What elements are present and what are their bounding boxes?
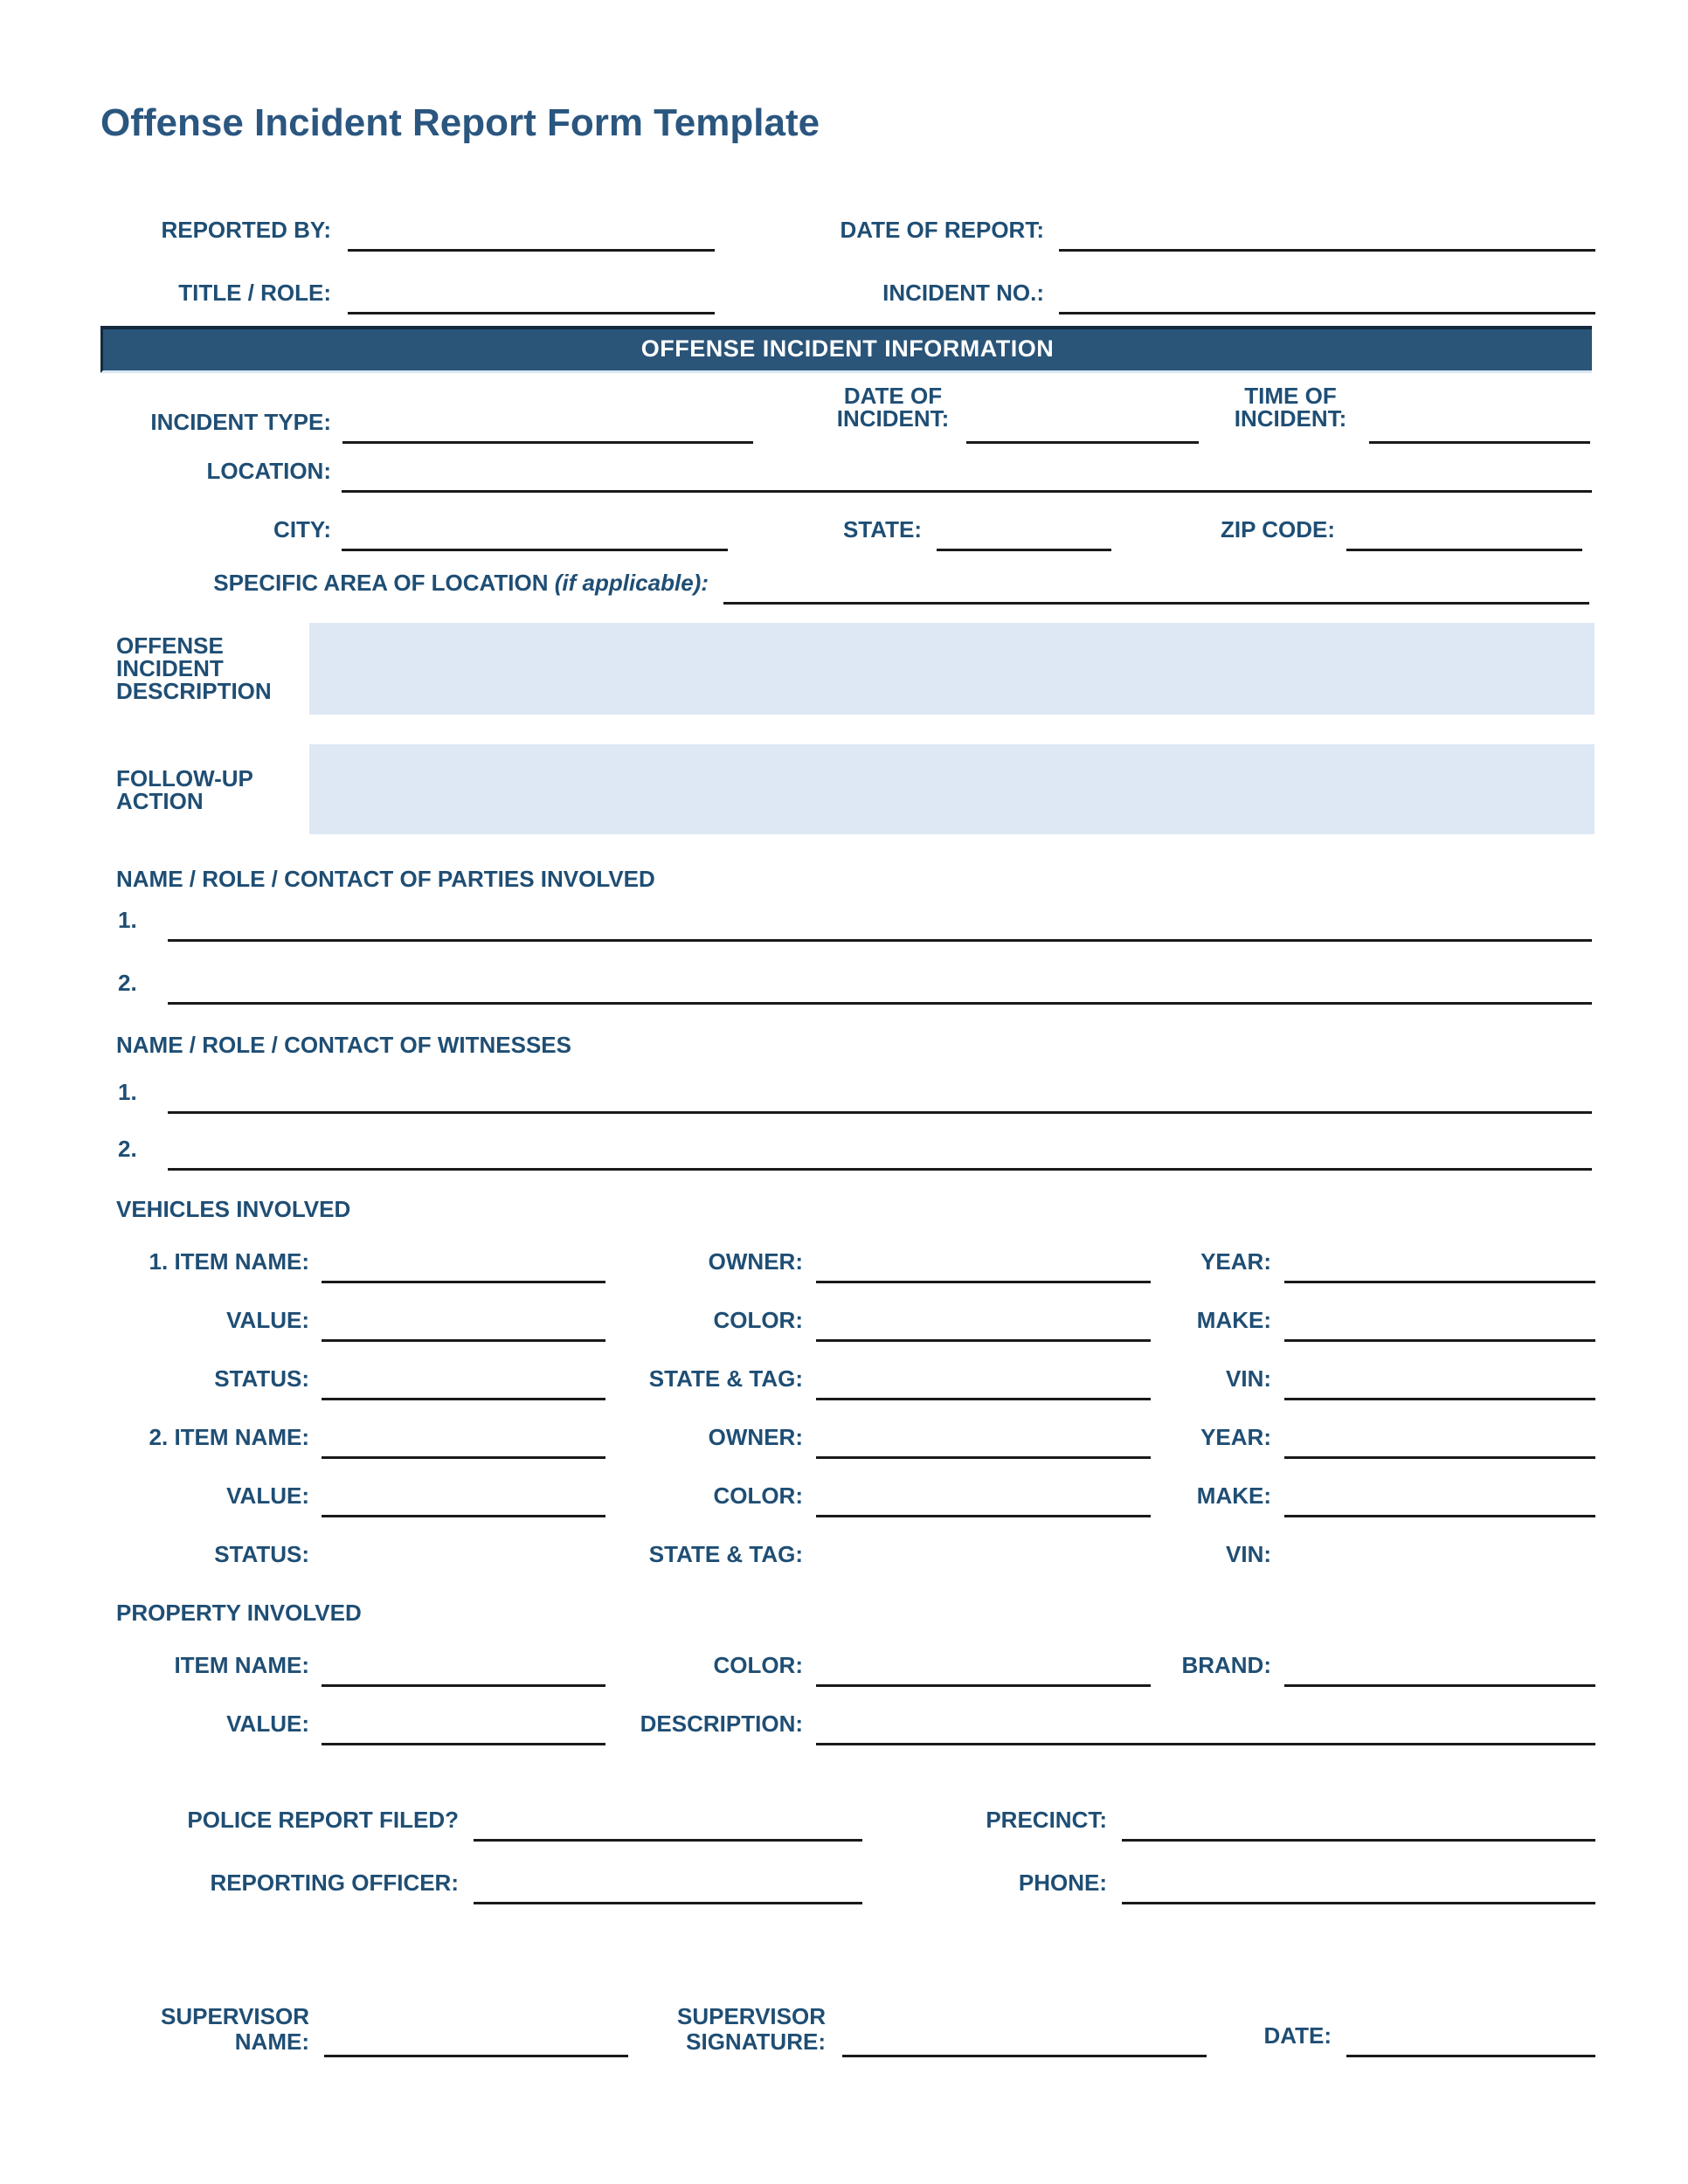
zip-code-label: ZIP CODE: — [1221, 516, 1335, 543]
property-description-field[interactable] — [816, 1743, 1595, 1745]
supervisor-name-label: SUPERVISOR NAME: — [160, 2003, 309, 2055]
followup-action-label: FOLLOW-UP ACTION — [116, 765, 253, 814]
vehicle2-state-tag-label: STATE & TAG: — [648, 1541, 803, 1567]
reported-by-label: REPORTED BY: — [161, 217, 331, 243]
vehicle2-status-label: STATUS: — [214, 1541, 309, 1567]
party-2-number: 2. — [118, 970, 137, 996]
vehicle1-status-label: STATUS: — [214, 1365, 309, 1392]
time-of-incident-label: TIME OF INCIDENT: — [1234, 383, 1347, 432]
party-1-number: 1. — [118, 907, 137, 933]
vehicle2-item-name-field[interactable] — [322, 1456, 605, 1459]
vehicle1-make-field[interactable] — [1284, 1339, 1595, 1342]
supervisor-name-field[interactable] — [324, 2055, 628, 2057]
vehicle2-make-field[interactable] — [1284, 1515, 1595, 1517]
vehicle2-item-name-label: 2. ITEM NAME: — [149, 1424, 309, 1450]
page-title: Offense Incident Report Form Template — [100, 101, 820, 144]
incident-type-field[interactable] — [342, 441, 753, 444]
party-2-field[interactable] — [168, 1002, 1592, 1005]
title-role-label: TITLE / ROLE: — [178, 280, 331, 306]
vehicle1-vin-field[interactable] — [1284, 1398, 1595, 1400]
vehicle1-owner-label: OWNER: — [708, 1248, 803, 1275]
vehicle1-value-label: VALUE: — [226, 1307, 309, 1333]
vehicle2-make-label: MAKE: — [1196, 1482, 1271, 1509]
vehicle1-vin-label: VIN: — [1226, 1365, 1271, 1392]
location-label: LOCATION: — [206, 458, 331, 484]
phone-label: PHONE: — [1018, 1870, 1107, 1896]
property-heading: PROPERTY INVOLVED — [116, 1600, 362, 1626]
property-item-name-field[interactable] — [322, 1684, 605, 1687]
city-label: CITY: — [273, 516, 331, 543]
vehicle2-vin-label: VIN: — [1226, 1541, 1271, 1567]
vehicle1-state-tag-label: STATE & TAG: — [648, 1365, 803, 1392]
incident-no-field[interactable] — [1059, 312, 1595, 314]
witness-2-number: 2. — [118, 1136, 137, 1162]
date-of-report-field[interactable] — [1059, 249, 1595, 252]
reporting-officer-label: REPORTING OFFICER: — [210, 1870, 459, 1896]
city-field[interactable] — [342, 549, 728, 551]
witness-1-field[interactable] — [168, 1111, 1592, 1114]
property-value-label: VALUE: — [226, 1711, 309, 1737]
property-description-label: DESCRIPTION: — [640, 1711, 803, 1737]
specific-area-label: SPECIFIC AREA OF LOCATION (if applicable): — [213, 570, 709, 596]
incident-no-label: INCIDENT NO.: — [882, 280, 1044, 306]
vehicle1-year-label: YEAR: — [1200, 1248, 1271, 1275]
vehicle2-color-label: COLOR: — [713, 1482, 803, 1509]
property-value-field[interactable] — [322, 1743, 605, 1745]
police-report-filed-label: POLICE REPORT FILED? — [187, 1807, 459, 1833]
reporting-officer-field[interactable] — [474, 1902, 862, 1904]
reported-by-field[interactable] — [348, 249, 715, 252]
police-report-filed-field[interactable] — [474, 1839, 862, 1842]
vehicle1-item-name-label: 1. ITEM NAME: — [149, 1248, 309, 1275]
witness-1-number: 1. — [118, 1079, 137, 1105]
time-of-incident-field[interactable] — [1369, 441, 1590, 444]
vehicle1-item-name-field[interactable] — [322, 1281, 605, 1283]
vehicle2-owner-field[interactable] — [816, 1456, 1151, 1459]
followup-action-field[interactable] — [309, 744, 1595, 834]
precinct-label: PRECINCT: — [986, 1807, 1107, 1833]
vehicle2-owner-label: OWNER: — [708, 1424, 803, 1450]
date-of-incident-label: DATE OF INCIDENT: — [836, 383, 950, 432]
phone-field[interactable] — [1122, 1902, 1595, 1904]
supervisor-date-field[interactable] — [1346, 2055, 1595, 2057]
vehicle2-year-field[interactable] — [1284, 1456, 1595, 1459]
supervisor-signature-label: SUPERVISOR SIGNATURE: — [676, 2003, 826, 2055]
specific-area-note: (if applicable): — [554, 570, 709, 596]
date-of-incident-field[interactable] — [966, 441, 1199, 444]
vehicle1-year-field[interactable] — [1284, 1281, 1595, 1283]
date-of-report-label: DATE OF REPORT: — [840, 217, 1044, 243]
supervisor-signature-field[interactable] — [842, 2055, 1207, 2057]
incident-type-label: INCIDENT TYPE: — [150, 409, 331, 435]
state-field[interactable] — [937, 549, 1111, 551]
vehicle2-value-field[interactable] — [322, 1515, 605, 1517]
property-brand-label: BRAND: — [1181, 1652, 1271, 1678]
vehicle1-status-field[interactable] — [322, 1398, 605, 1400]
offense-description-label: OFFENSE INCIDENT DESCRIPTION — [116, 632, 272, 704]
property-item-name-label: ITEM NAME: — [174, 1652, 309, 1678]
party-1-field[interactable] — [168, 939, 1592, 942]
precinct-field[interactable] — [1122, 1839, 1595, 1842]
witnesses-heading: NAME / ROLE / CONTACT OF WITNESSES — [116, 1032, 571, 1058]
vehicles-heading: VEHICLES INVOLVED — [116, 1196, 351, 1222]
state-label: STATE: — [842, 516, 922, 543]
vehicle1-value-field[interactable] — [322, 1339, 605, 1342]
vehicle1-color-field[interactable] — [816, 1339, 1151, 1342]
vehicle1-state-tag-field[interactable] — [816, 1398, 1151, 1400]
property-color-field[interactable] — [816, 1684, 1151, 1687]
property-color-label: COLOR: — [713, 1652, 803, 1678]
vehicle2-year-label: YEAR: — [1200, 1424, 1271, 1450]
parties-heading: NAME / ROLE / CONTACT OF PARTIES INVOLVED — [116, 866, 655, 892]
zip-code-field[interactable] — [1346, 549, 1582, 551]
property-brand-field[interactable] — [1284, 1684, 1595, 1687]
location-field[interactable] — [342, 490, 1592, 493]
vehicle1-color-label: COLOR: — [713, 1307, 803, 1333]
specific-area-field[interactable] — [723, 602, 1589, 605]
witness-2-field[interactable] — [168, 1168, 1592, 1171]
title-role-field[interactable] — [348, 312, 715, 314]
section-header-bar: OFFENSE INCIDENT INFORMATION — [100, 326, 1592, 373]
vehicle1-make-label: MAKE: — [1196, 1307, 1271, 1333]
offense-description-field[interactable] — [309, 623, 1595, 715]
supervisor-date-label: DATE: — [1263, 2022, 1332, 2049]
vehicle2-value-label: VALUE: — [226, 1482, 309, 1509]
vehicle1-owner-field[interactable] — [816, 1281, 1151, 1283]
vehicle2-color-field[interactable] — [816, 1515, 1151, 1517]
